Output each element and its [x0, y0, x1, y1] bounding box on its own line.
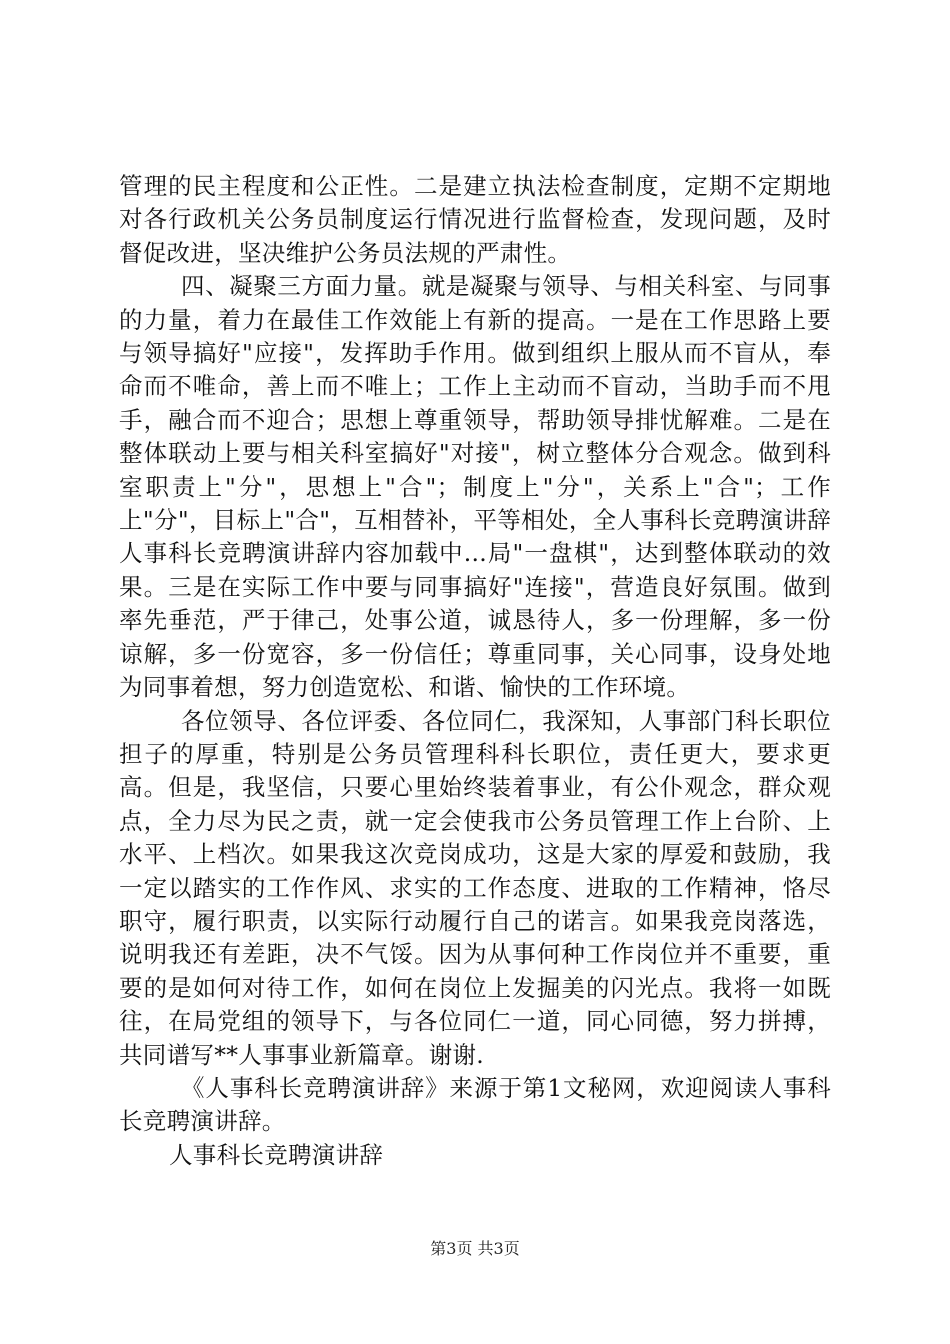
paragraph-section-four: 四、凝聚三方面力量。就是凝聚与领导、与相关科室、与同事的力量，着力在最佳工作效能上有新的提高。一是在工作思路上要与领导搞好"应接"，发挥助手作用。做到组织上服从而不盲从，奉命而不唯命，善上而不唯上；工作上主动而不盲动，当助手而不甩手，融合而不迎合；思想上尊重领导，帮助领导排忧解难。二是在整体联动上要与相关科室搞好"对接"，树立整体分合观念。做到科室职责上"分"，思想上"合"；制度上"分"，关系上"合"；工作上"分"，目标上"合"，互相替补，平等相处，全人事科长竞聘演讲辞人事科长竞聘演讲辞内容加载中...局"一盘棋"，达到整体联动的效果。三是在实际工作中要与同事搞好"连接"，营造良好氛围。做到率先垂范，严于律己，处事公道，诚恳待人，多一份理解，多一份谅解，多一份宽容，多一份信任；尊重同事，关心同事，设身处地为同事着想，努力创造宽松、和谐、愉快的工作环境。 — [119, 272, 831, 702]
paragraph-continuation: 管理的民主程度和公正性。二是建立执法检查制度，定期不定期地对各行政机关公务员制度运行情况进行监督检查，发现问题，及时督促改进，坚决维护公务员法规的严肃性。 — [119, 172, 831, 267]
paragraph-closing-speech: 各位领导、各位评委、各位同仁，我深知，人事部门科长职位担子的厚重，特别是公务员管理科科长职位，责任更大，要求更高。但是，我坚信，只要心里始终装着事业，有公仆观念，群众观点，全力尽为民之责，就一定会使我市公务员管理工作上台阶、上水平、上档次。如果我这次竞岗成功，这是大家的厚爱和鼓励，我一定以踏实的工作作风、求实的工作态度、进取的工作精神，恪尽职守，履行职责，以实际行动履行自己的诺言。如果我竞岗落选，说明我还有差距，决不气馁。因为从事何种工作岗位并不重要，重要的是如何对待工作，如何在岗位上发掘美的闪光点。我将一如既往，在局党组的领导下，与各位同仁一道，同心同德，努力拼搏，共同谱写**人事事业新篇章。谢谢. — [119, 706, 831, 1069]
page-footer: 第3页 共3页 — [430, 1239, 520, 1258]
paragraph-source-note: 《人事科长竞聘演讲辞》来源于第1文秘网，欢迎阅读人事科长竞聘演讲辞。 — [119, 1073, 831, 1136]
paragraph-title-repeat: 人事科长竞聘演讲辞 — [169, 1140, 384, 1169]
document-body — [119, 170, 831, 1172]
